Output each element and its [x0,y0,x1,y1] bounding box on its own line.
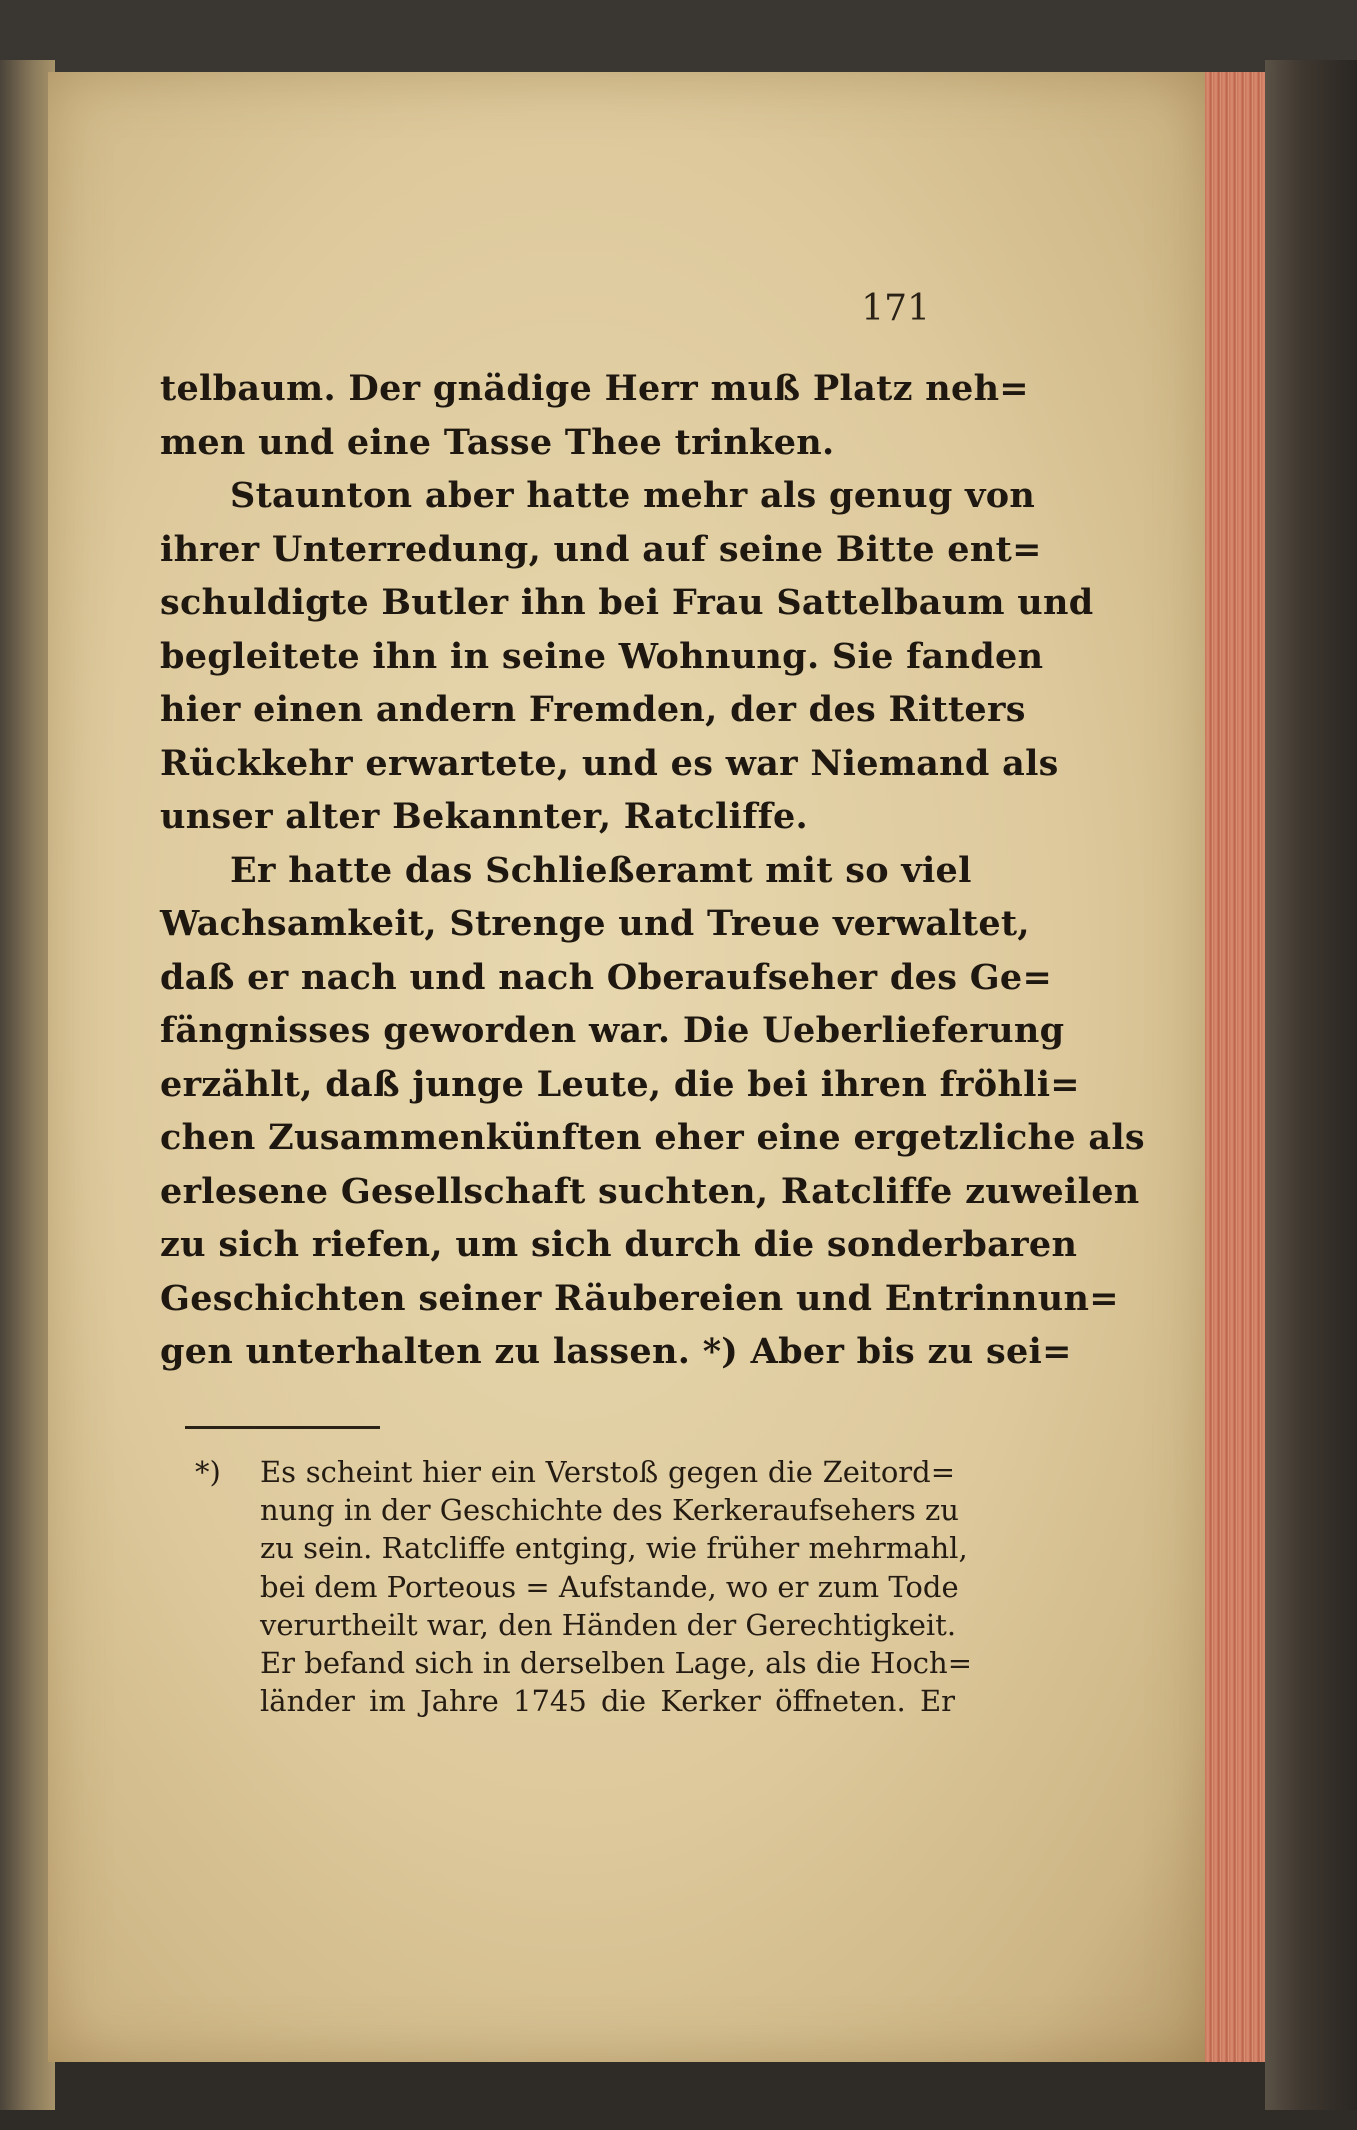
text-line: Geschichten seiner Räubereien und Entrinnun= [160,1277,1119,1319]
footnote-line: verurtheilt war, den Händen der Gerechtigkeit. [260,1607,957,1642]
footnote-line: Er befand sich in derselben Lage, als die Hoch= [260,1646,973,1681]
page-number: 171 [861,288,930,329]
footnote-line [195,1453,955,1491]
page-fore-edge [1205,72,1265,2062]
text-line: Rückkehr erwartete, und es war Niemand als [160,742,1059,784]
main-text [160,362,1145,1379]
footnote-line-text: Es scheint hier ein Verstoß gegen die Zeitord= [260,1455,955,1489]
text-line: Wachsamkeit, Strenge und Treue verwaltet, [160,903,1030,944]
text-line: begleitete ihn in seine Wohnung. Sie fanden [160,635,1044,677]
binding-edge [0,60,55,2110]
text-line: fängnisses geworden war. Die Ueberlieferung [160,1010,1065,1051]
text-line: Staunton aber hatte mehr als genug von [230,475,1036,516]
footnote-line: nung in der Geschichte des Kerkeraufsehers zu [260,1493,959,1528]
text-line: telbaum. Der gnädige Herr muß Platz neh= [160,368,1029,409]
footnote [195,1453,973,1720]
text-line: unser alter Bekannter, Ratcliffe. [160,796,809,837]
text-line: men und eine Tasse Thee trinken. [160,421,835,463]
footnote-line: zu sein. Ratcliffe entging, wie früher mehrmahl, [260,1531,968,1566]
text-line: zu sich riefen, um sich durch die sonderbaren [160,1224,1078,1265]
text-line: chen Zusammenkünften eher eine ergetzliche als [160,1117,1145,1158]
text-line: daß er nach und nach Oberaufseher des Ge= [160,956,1053,998]
footnote-line: bei dem Porteous = Aufstande, wo er zum Tode [260,1569,959,1604]
footnote-marker: *) [195,1455,221,1489]
text-line: hier einen andern Fremden, der des Ritters [160,689,1026,730]
text-line: schuldigte Butler ihn bei Frau Sattelbaum und [160,582,1094,623]
footnote-rule [185,1426,380,1429]
text-line: Er hatte das Schließeramt mit so viel [230,849,972,891]
text-line: ihrer Unterredung, und auf seine Bitte ent= [160,528,1042,570]
text-line: gen unterhalten zu lassen. *) Aber bis zu sei= [160,1331,1072,1372]
text-line: erlesene Gesellschaft suchten, Ratcliffe zuweilen [160,1170,1140,1212]
cover-edge [1265,60,1357,2110]
footnote-line: länder im Jahre 1745 die Kerker öffneten. Er [260,1684,955,1719]
text-line: erzählt, daß junge Leute, die bei ihren fröhli= [160,1063,1080,1105]
